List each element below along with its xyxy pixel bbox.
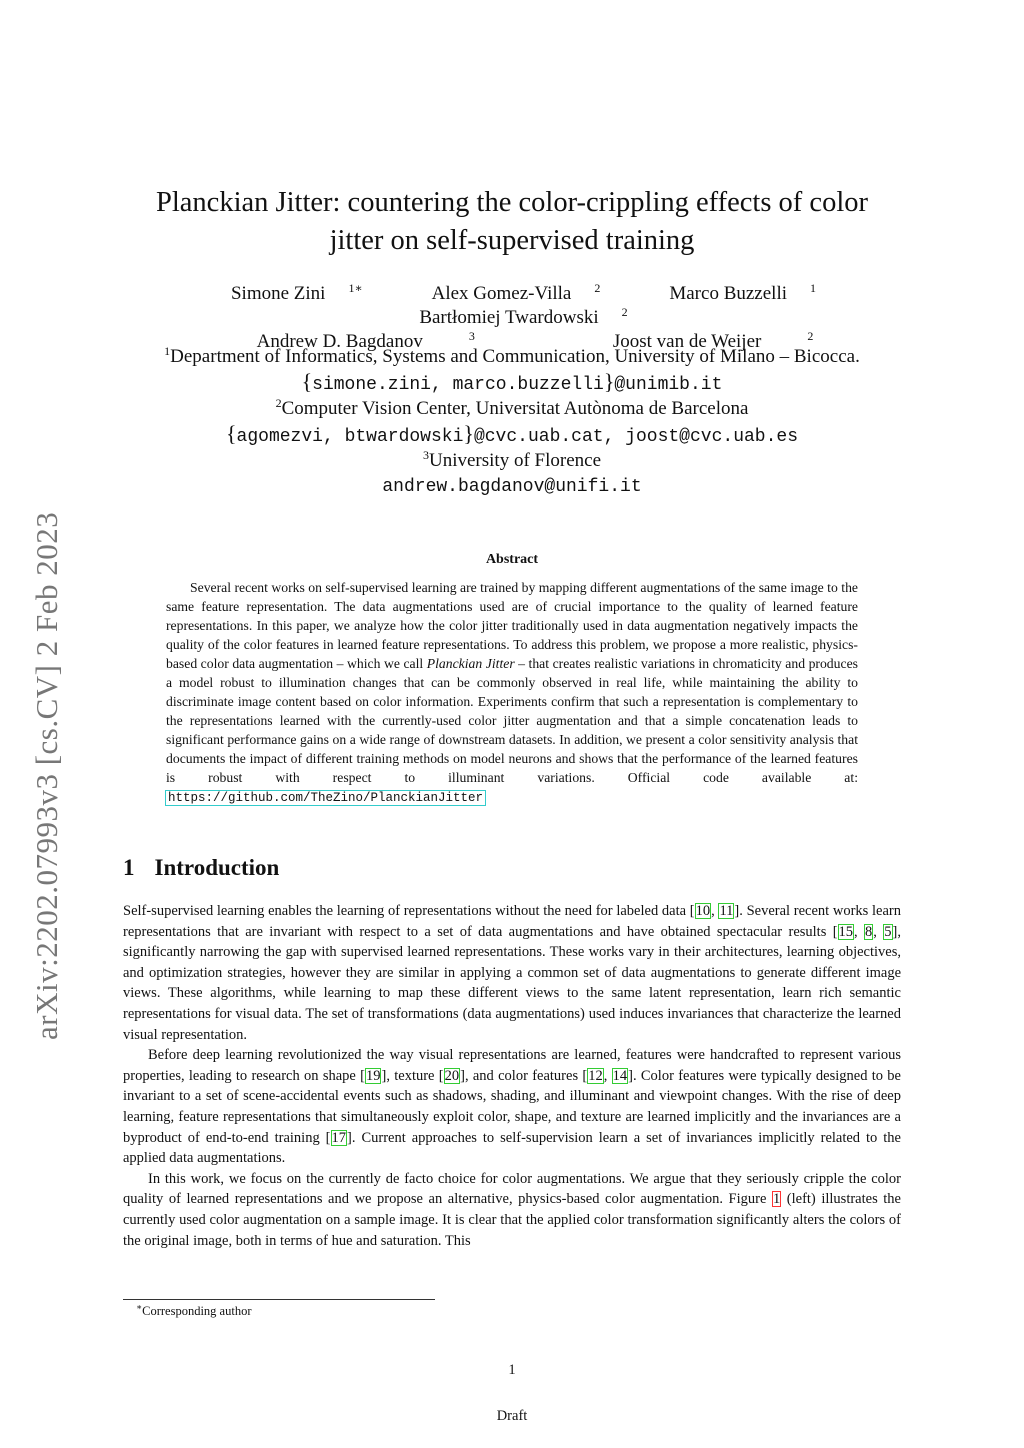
author-affil-mark: 1∗ — [348, 281, 363, 295]
email-domain: @cvc.uab.cat, joost@cvc.uab.es — [473, 426, 799, 447]
text-run: ]. Current approaches to self-supervision learn a set of invariances implicitly related to the applied data augmentations. — [123, 1129, 901, 1167]
affil-name: University of Florence — [428, 450, 601, 471]
section-heading — [123, 855, 279, 881]
abstract-part: Several recent works on self-supervised learning are trained by mapping different augmentations of the same image to the same feature representation. The data augmentations used are of crucial importance to the quality of learned feature representations. In this paper, we analyze how the color jitter traditionally used in data augmentation negatively impacts the quality of the color features in learned feature representations. To address this problem, we propose a more realistic, physics-based color data augmentation – which we call — [166, 580, 858, 671]
email-list: simone.zini, marco.buzzelli — [312, 374, 604, 395]
author-affil-mark: 2 — [807, 329, 814, 343]
text-run: , — [711, 903, 719, 919]
affiliation-1 — [100, 345, 924, 370]
citation-link[interactable]: 14 — [612, 1067, 628, 1084]
footnote-mark: ∗ — [136, 1302, 143, 1312]
abstract-heading: Abstract — [485, 552, 539, 567]
page-number: 1 — [508, 1362, 516, 1378]
author-name: Simone Zini — [230, 283, 326, 304]
author-row-1 — [100, 282, 924, 330]
text-run: , — [873, 923, 884, 940]
citation-link[interactable]: 11 — [719, 903, 734, 919]
author-affil-mark: 3 — [468, 329, 475, 343]
author-name: Andrew D. Bagdanov — [256, 331, 423, 352]
citation-link[interactable]: 15 — [838, 923, 854, 940]
citation-link[interactable]: 19 — [365, 1067, 381, 1084]
affil-mark: 1 — [164, 344, 171, 358]
body-text — [123, 901, 901, 1251]
author — [646, 282, 816, 306]
abstract-text — [166, 578, 858, 808]
email-list: agomezvi, btwardowski — [236, 426, 464, 447]
text-run: ], and color features [ — [460, 1067, 588, 1084]
affil-name: Department of Informatics, Systems and Communication, University of Milano – Bicocca. — [170, 346, 860, 367]
method-name: Planckian Jitter — [426, 656, 515, 671]
text-run: ], texture [ — [381, 1067, 444, 1084]
text-run: (left) illustrates the currently used color augmentation on a sample image. It is clear that the applied color transformation significantly alters the colors of the original image, both in terms of hue and saturation. This — [123, 1191, 901, 1249]
text-run: , — [854, 923, 865, 940]
title-line-1: Planckian Jitter: countering the color-crippling effects of color — [156, 187, 868, 218]
section-title: Introduction — [154, 855, 280, 880]
text-run: ]. Several recent works learn representations that are invariant with respect to a set of data augmentations and have obtained spectacular results [ — [123, 903, 902, 940]
code-link[interactable]: https://github.com/TheZino/PlanckianJitter — [168, 791, 484, 805]
text-run: ], significantly narrowing the gap with supervised learned representations. These works vary in their architectures, learning objectives, and optimization strategies, however they are similar in applying a common set of data augmentations to generate different image views. These algorithms, while learning to map these different views to the same latent representation, learn rich semantic representations for visual data. The set of transformations (data augmentations) used induces invariances that characterize the learned visual representation. — [123, 923, 902, 1043]
text-run: ]. Color features were typically designed to be invariant to a set of scene-accidental events such as shadows, shading, and illuminant and viewpoint changes. With the rise of deep learning, feature representations that simultaneously exploit color, shape, and texture are learned implicitly and the invariances are a byproduct of end-to-end training [ — [123, 1067, 901, 1146]
author-affil-mark: 2 — [621, 305, 628, 319]
figure-link[interactable]: 1 — [772, 1191, 781, 1208]
text-run: Self-supervised learning enables the learning of representations without the need for labeled data [ — [123, 903, 695, 919]
paragraph-2 — [123, 1045, 901, 1169]
author — [396, 306, 627, 330]
email-domain: @unimib.it — [614, 374, 723, 395]
author-list — [100, 282, 924, 354]
author-name: Joost van de Weijer — [612, 331, 762, 352]
author-name: Alex Gomez-Villa — [431, 283, 572, 304]
paragraph-3 — [123, 1169, 901, 1251]
citation-link[interactable]: 17 — [331, 1129, 347, 1146]
affiliation-1-emails — [100, 370, 924, 398]
brace-close: } — [603, 368, 615, 394]
affiliation-2-emails — [100, 422, 924, 450]
paragraph-1 — [123, 901, 901, 1045]
affil-mark: 2 — [275, 396, 282, 410]
author — [208, 282, 363, 306]
email: andrew.bagdanov@unifi.it — [382, 476, 642, 497]
citation-link[interactable]: 5 — [884, 923, 892, 940]
footnote — [136, 1304, 251, 1319]
brace-close: } — [463, 420, 474, 446]
footnote-divider — [123, 1299, 435, 1300]
affiliation-3 — [100, 449, 924, 474]
affil-name: Computer Vision Center, Universitat Autònoma de Barcelona — [281, 398, 749, 419]
author-name: Marco Buzzelli — [669, 283, 788, 304]
text-run: In this work, we focus on the currently de facto choice for color augmentations. We argue that they seriously cripple the color quality of learned representations and we propose an alternative, physics-based color augmentation. Figure — [123, 1170, 901, 1208]
citation-link[interactable]: 10 — [695, 903, 711, 919]
abstract-part: – that creates realistic variations in chromaticity and produces a model robust to illumination changes that can be commonly observed in real life, while maintaining the ability to discriminate image content based on color information. Experiments confirm that such a representation is complementary to the representations learned with the currently-used color jitter augmentation and that a simple concatenation leads to significant performance gains on a wide range of downstream datasets. In addition, we present a color sensitivity analysis that documents the impact of different training methods on model neurons and shows that the performance of the learned features is robust with respect to illuminant variations. Official code available at: — [166, 656, 858, 785]
paper-title — [100, 184, 924, 260]
citation-link[interactable]: 20 — [444, 1067, 460, 1084]
author-name: Bartłomiej Twardowski — [419, 307, 599, 328]
text-run: , — [603, 1067, 612, 1084]
affil-mark: 3 — [422, 448, 429, 462]
title-line-2: jitter on self-supervised training — [329, 225, 695, 256]
affiliations — [100, 345, 924, 499]
text-run: Before deep learning revolutionized the way visual representations are learned, features were handcrafted to represent various properties, leading to research on shape [ — [123, 1047, 901, 1084]
author-affil-mark: 2 — [594, 281, 601, 295]
citation-link[interactable]: 8 — [865, 923, 873, 940]
brace-open: { — [225, 420, 237, 446]
draft-label: Draft — [496, 1408, 528, 1424]
section-number: 1 — [123, 855, 135, 880]
author — [409, 282, 601, 306]
affiliation-3-email — [100, 474, 924, 500]
arxiv-identifier: arXiv:2202.07993v3 [cs.CV] 2 Feb 2023 — [29, 511, 64, 1040]
citation-link[interactable]: 12 — [588, 1067, 603, 1084]
author-affil-mark: 1 — [810, 281, 817, 295]
footnote-text: Corresponding author — [142, 1304, 252, 1318]
brace-open: { — [301, 368, 313, 394]
affiliation-2 — [100, 397, 924, 422]
